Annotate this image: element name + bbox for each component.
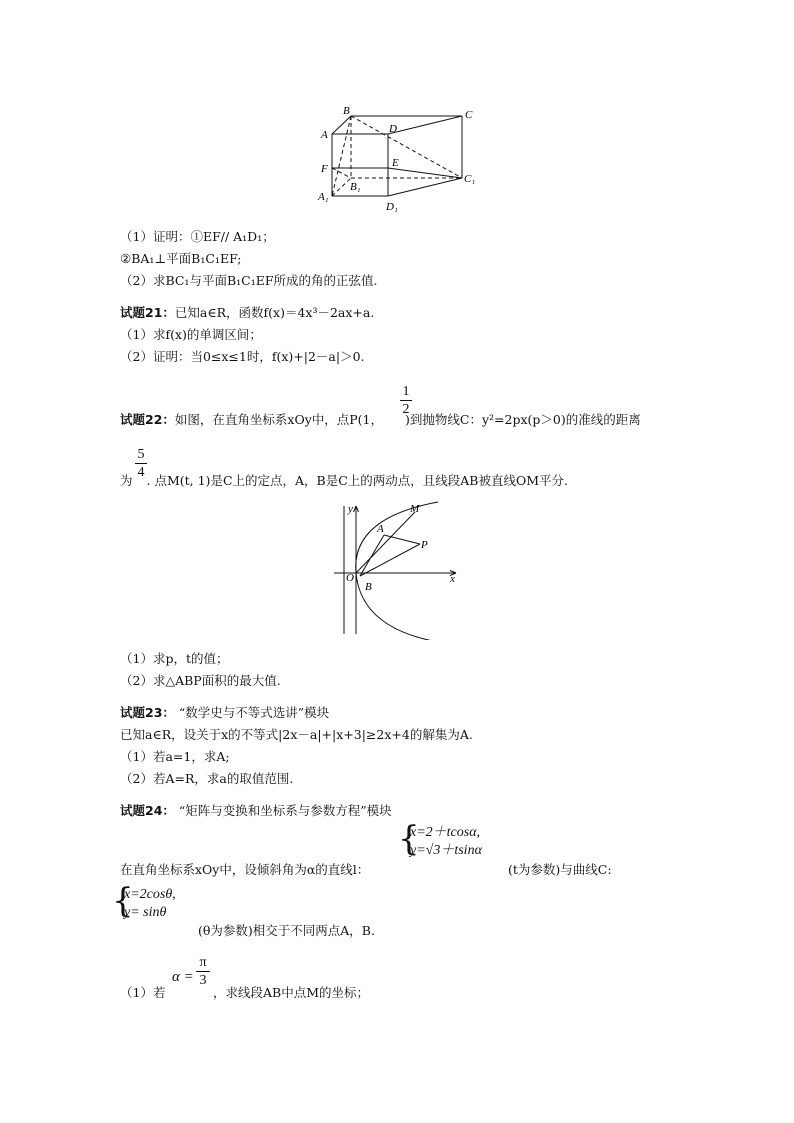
q21-heading: 试题21： [120, 305, 175, 320]
q20-part2: （2）求BC₁与平面B₁C₁EF所成的角的正弦值. [120, 273, 378, 288]
parabola-figure [330, 500, 465, 640]
q22-part1: （1）求p，t的值； [120, 651, 229, 666]
frac3-numerator: π [199, 955, 207, 970]
q20-part1b: ②BA₁⊥平面B₁C₁EF; [120, 251, 242, 266]
q23-heading: 试题23： [120, 705, 175, 720]
label-D1: D₁ [386, 201, 398, 213]
curve-param-system [124, 886, 176, 921]
label-A: A [321, 129, 328, 141]
q21-stem: 已知a∈R，函数f(x)＝4x³－2ax+a. [174, 305, 375, 320]
line-eq-y: y=√3＋tsinα [410, 842, 482, 858]
q21-part2: （2）证明：当0≤x≤1时，f(x)+|2－a|＞0. [120, 349, 365, 364]
frac1-numerator: 1 [402, 384, 410, 399]
line-eq-x: x=2＋tcosα, [410, 825, 481, 840]
q23-module: “数学史与不等式选讲”模块 [174, 705, 330, 720]
curve-system-brace: { [112, 881, 134, 921]
label-B: B [343, 105, 350, 117]
fig2-label-O: O [346, 572, 354, 584]
line-system-brace: { [398, 819, 420, 859]
q23-part1: （1）若a=1，求A; [120, 749, 230, 764]
line-param-system [410, 824, 482, 859]
q22-stem-b: )到抛物线C：y²=2px(p＞0)的准线的距离 [405, 412, 641, 427]
frac2-denominator: 4 [137, 465, 145, 481]
q22-stem-line2 [120, 473, 568, 488]
q24-heading-line [120, 803, 392, 818]
q24-module: “矩阵与变换和坐标系与参数方程”模块 [174, 803, 392, 818]
q24-part1-b: ，求线段AB中点M的坐标； [213, 985, 370, 1000]
q22-fraction-one-half [400, 384, 412, 418]
fig2-label-x: x [450, 573, 455, 585]
q24-heading: 试题24： [120, 803, 175, 818]
q22-fraction-five-quarters [135, 447, 147, 481]
q22-stem-line1 [120, 412, 641, 427]
fig2-label-A: A [377, 523, 384, 535]
q24-fraction-pi-thirds [196, 955, 210, 989]
label-D: D [389, 123, 397, 135]
q24-stem-b: (t为参数)与曲线C: [508, 862, 612, 877]
q22-part2: （2）求△ABP面积的最大值. [120, 673, 281, 688]
curve-eq-y: y= sinθ [124, 904, 167, 920]
label-A1: A₁ [318, 191, 329, 203]
q21-stem-line [120, 305, 374, 320]
q23-heading-line [120, 705, 329, 720]
curve-eq-x: x=2cosθ, [124, 887, 176, 902]
q20-part1: （1）证明：①EF// A₁D₁； [120, 229, 275, 244]
q24-part1-a: （1）若 [120, 985, 166, 1000]
label-B1: B₁ [350, 181, 361, 193]
q22-stem-a: 如图，在直角坐标系xOy中，点P(1， [174, 412, 384, 427]
alpha-lhs: α = [172, 969, 194, 985]
q24-stem-a: 在直角坐标系xOy中，设倾斜角为α的直线l： [120, 862, 370, 877]
label-C: C [465, 109, 473, 121]
frac1-denominator: 2 [402, 402, 410, 418]
fig2-label-P: P [421, 539, 428, 551]
fig2-label-M: M [410, 503, 420, 515]
q22-heading: 试题22： [120, 412, 175, 427]
q22-line2-a: 为 [120, 473, 133, 488]
q24-stem-c: (θ为参数)相交于不同两点A，B. [198, 923, 375, 938]
fig2-label-y: y [348, 503, 353, 515]
fig2-label-B: B [365, 581, 372, 593]
q23-stem: 已知a∈R，设关于x的不等式|2x－a|+|x+3|≥2x+4的解集为A. [120, 727, 473, 742]
prism-figure [310, 100, 485, 215]
q23-part2: （2）若A=R，求a的取值范围. [120, 771, 294, 786]
frac3-denominator: 3 [199, 973, 207, 989]
label-C1: C₁ [464, 173, 476, 185]
frac2-numerator: 5 [137, 447, 145, 462]
q22-line2-b: . 点M(t, 1)是C上的定点，A，B是C上的两动点，且线段AB被直线OM平分. [146, 473, 569, 488]
q21-part1: （1）求f(x)的单调区间； [120, 327, 262, 342]
label-E: E [392, 157, 399, 169]
label-F: F [321, 163, 328, 175]
